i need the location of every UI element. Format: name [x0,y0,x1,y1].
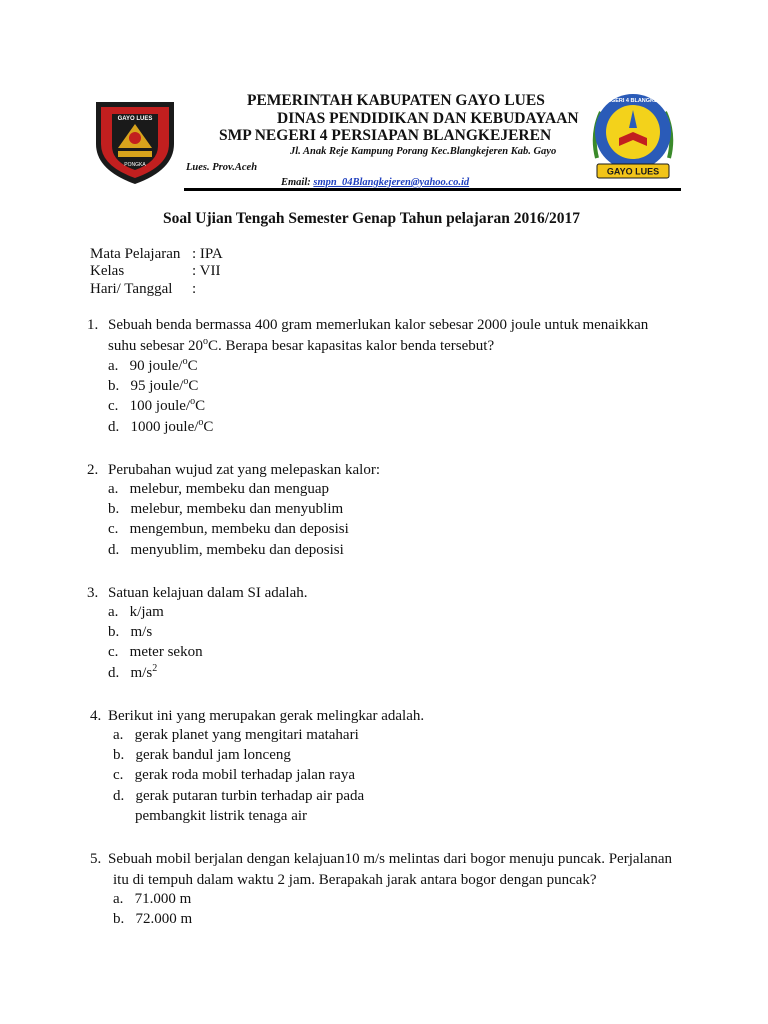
school-logo-ring-text: SMP NEGERI 4 BLANGKEJEREN [589,98,677,104]
question-number: 1. [87,317,99,333]
date-value: : [192,281,197,297]
option-a: a. melebur, membeku dan menguap [108,481,330,497]
option-d: d. gerak putaran turbin terhadap air pada [113,788,365,804]
option-c: c. 100 joule/$^o$C [108,396,206,414]
question-text: Sebuah benda bermassa 400 gram memerlukan kalor sebesar 2000 joule untuk menaikkan [108,317,649,333]
question-text: Perubahan wujud zat yang melepaskan kalor: [108,462,380,478]
header-email-label: Email: [281,177,314,188]
question-text: Berikut ini yang merupakan gerak melingkar adalah. [108,708,425,724]
option-d-cont: pembangkit listrik tenaga air [135,808,308,824]
option-d: d. $m/s^2$ [108,663,158,681]
date-label: Hari/ Tanggal [90,281,173,297]
option-d: d. menyublim, membeku dan deposisi [108,542,344,558]
header-government: PEMERINTAH KABUPATEN GAYO LUES [247,92,545,109]
option-a: a. 90 joule/$^o$C [108,356,198,374]
subject-label: Mata Pelajaran [90,246,181,262]
school-logo-icon [587,88,679,186]
question-text-cont: suhu sebesar 20$^o$C. Berapa besar kapasitas kalor benda tersebut? [108,336,495,354]
question-number: 2. [87,462,99,478]
header-address-line2: Lues. Prov.Aceh [186,162,258,173]
option-b: b. gerak bandul jam lonceng [113,747,291,763]
option-b: b. 72.000 m [113,911,193,927]
option-c: c. mengembun, membeku dan deposisi [108,521,349,537]
class-value: : VII [192,263,221,279]
option-c: c. meter sekon [108,644,203,660]
option-c: c. gerak roda mobil terhadap jalan raya [113,767,355,783]
header-email [281,177,469,188]
header-address-line1: Jl. Anak Reje Kampung Porang Kec.Blangkejeren Kab. Gayo [290,146,557,157]
question-number: 3. [87,585,99,601]
emblem-top-text: GAYO LUES [117,116,153,122]
option-b: b. melebur, membeku dan menyublim [108,501,344,517]
option-a: a. gerak planet yang mengitari matahari [113,727,359,743]
exam-title: Soal Ujian Tengah Semester Genap Tahun pelajaran 2016/2017 [163,210,581,227]
option-b: b. 95 joule/$^o$C [108,376,199,394]
header-email-link[interactable]: smpn_04Blangkejeren@yahoo.co.id [313,177,470,188]
emblem-base-band [118,151,152,157]
option-d: d. 1000 joule/$^o$C [108,417,214,435]
header-divider [184,188,681,191]
question-text: Satuan kelajuan dalam SI adalah. [108,585,308,601]
question-text-cont: itu di tempuh dalam waktu 2 jam. Berapakah jarak antara bogor dengan puncak? [113,872,597,888]
question-number: 4. [90,708,102,724]
subject-value: : IPA [192,246,223,262]
gayo-lues-emblem-icon [90,96,180,188]
header-school-name: SMP NEGERI 4 PERSIAPAN BLANGKEJEREN [219,127,552,144]
question-text: Sebuah mobil berjalan dengan kelajuan10 m/s melintas dari bogor menuju puncak. Perjalanan [108,851,673,867]
option-a: a. k/jam [108,604,164,620]
question-number: 5. [90,851,102,867]
emblem-sun [129,132,141,144]
header-department: DINAS PENDIDIKAN DAN KEBUDAYAAN [277,110,579,127]
option-a: a. 71.000 m [113,891,192,907]
school-logo-banner-text: GAYO LUES [606,166,660,177]
emblem-bottom-text: PONGKA [124,162,146,168]
class-label: Kelas [90,263,125,279]
option-b: b. m/s [108,624,153,640]
